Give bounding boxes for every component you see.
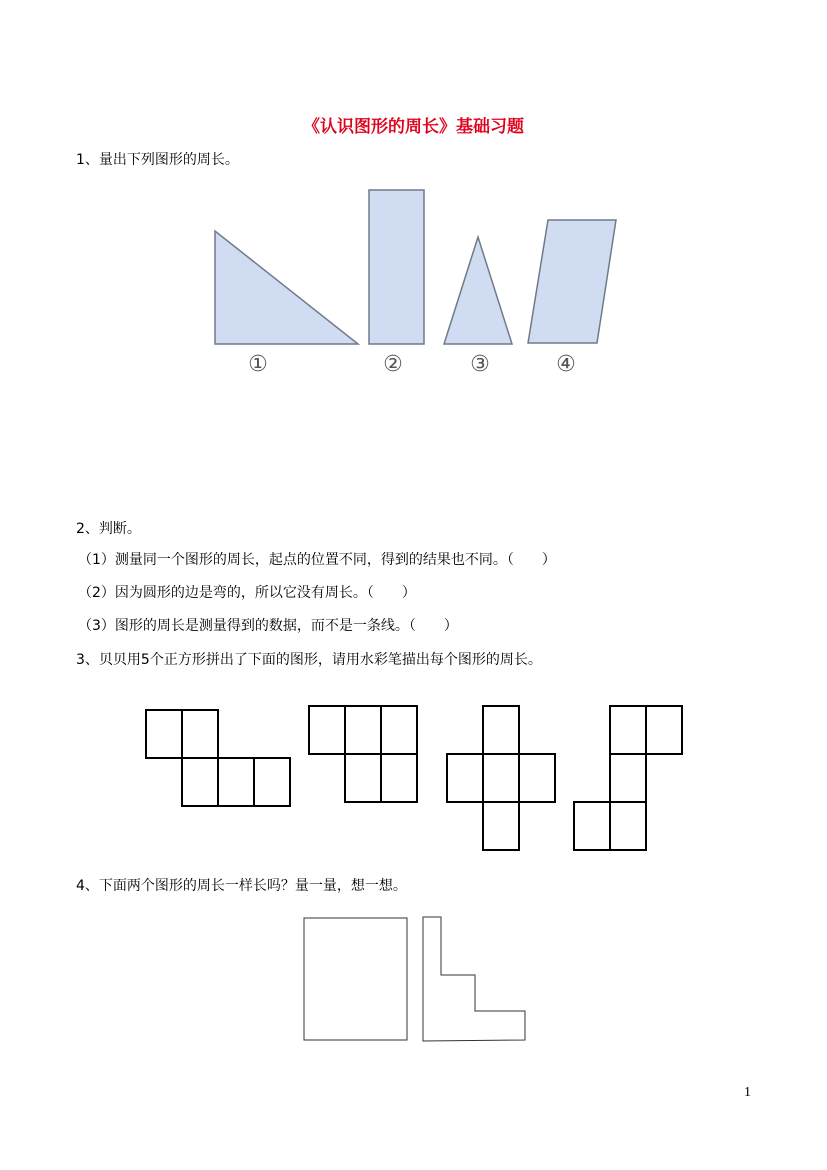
figure-label-2: ② [383,352,403,377]
judgment-item-3: （3）图形的周长是测量得到的数据，而不是一条线。（ ） [78,618,458,634]
page-title: 《认识图形的周长》基础习题 [303,117,524,137]
figure-label-4: ④ [556,352,576,377]
page-number: 1 [744,1085,751,1100]
question-2-text: 2、判断。 [76,521,141,537]
figure-label-1: ① [248,352,268,377]
judgment-item-1: （1）测量同一个图形的周长，起点的位置不同，得到的结果也不同。（ ） [78,552,556,568]
judgment-item-2: （2）因为圆形的边是弯的，所以它没有周长。（ ） [78,585,416,601]
staircase-outline [423,917,525,1041]
question-4-text: 4、下面两个图形的周长一样长吗？量一量，想一想。 [76,878,407,894]
figure-label-3: ③ [470,352,490,377]
rectangle-outline [304,918,407,1040]
question-3-text: 3、贝贝用5个正方形拼出了下面的图形，请用水彩笔描出每个图形的周长。 [76,652,542,668]
question-1-text: 1、量出下列图形的周长。 [76,152,239,168]
